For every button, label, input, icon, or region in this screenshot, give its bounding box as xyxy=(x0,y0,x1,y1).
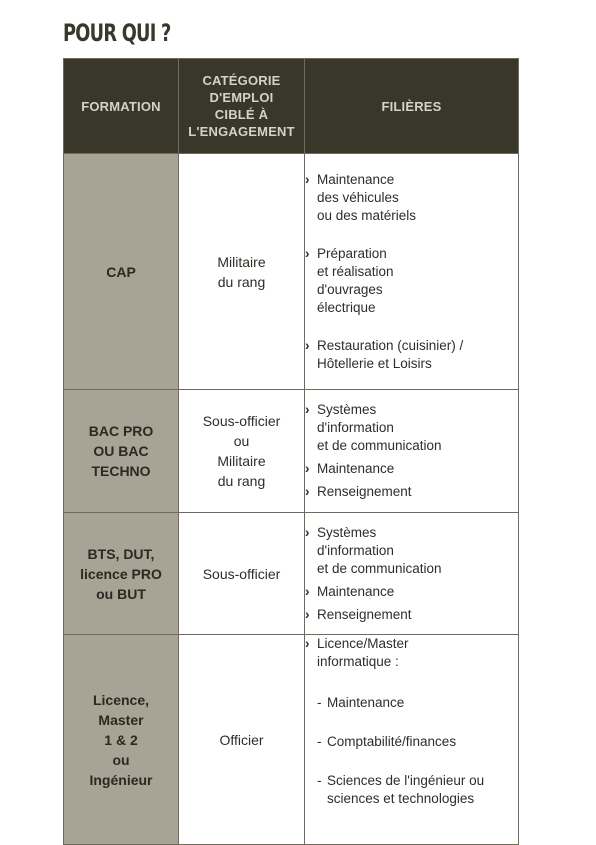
filiere-item: › Préparation et réalisation d'ouvrages électrique xyxy=(305,245,518,317)
table-row xyxy=(64,154,519,390)
header-formation: FORMATION xyxy=(64,59,179,154)
filieres-cell xyxy=(305,513,519,635)
category-label: Sous-officier ou Militaire du rang xyxy=(202,413,281,489)
filiere-intro: Licence/Master informatique : xyxy=(317,636,409,669)
table-row xyxy=(64,390,519,513)
filiere-item: › Restauration (cuisinier) / Hôtellerie et Loisirs xyxy=(305,337,518,373)
formation-cell xyxy=(64,154,179,390)
filieres-list xyxy=(305,401,518,501)
header-categorie-label: CATÉGORIE D'EMPLOI CIBLÉ À L'ENGAGEMENT xyxy=(188,73,295,139)
formation-cell xyxy=(64,390,179,513)
header-categorie xyxy=(179,59,305,154)
category-label: Sous-officier xyxy=(202,565,281,582)
filiere-item: › Maintenance des véhicules ou des matériels xyxy=(305,171,518,225)
category-cell xyxy=(179,513,305,635)
filiere-subitem: - Maintenance xyxy=(317,694,518,712)
category-label: Officier xyxy=(219,731,264,748)
category-cell xyxy=(179,635,305,845)
filieres-list xyxy=(305,524,518,624)
filiere-item: › Maintenance xyxy=(305,460,518,478)
formation-label: BTS, DUT, licence PRO ou BUT xyxy=(80,545,162,602)
formation-cell xyxy=(64,513,179,635)
filieres-cell xyxy=(305,635,519,845)
formation-label: Licence, Master 1 & 2 ou Ingénieur xyxy=(89,691,153,788)
table-row xyxy=(64,513,519,635)
header-filieres: FILIÈRES xyxy=(305,59,519,154)
formation-label: CAP xyxy=(106,263,136,280)
table-header-row xyxy=(64,59,519,154)
filieres-list xyxy=(305,171,518,373)
filiere-item xyxy=(305,635,518,844)
filieres-cell xyxy=(305,154,519,390)
filiere-item: › Renseignement xyxy=(305,606,518,624)
table-row xyxy=(64,635,519,845)
filiere-subitem: - Sciences de l'ingénieur ou sciences et technologies xyxy=(317,772,518,808)
filiere-item: › Systèmes d'information et de communication xyxy=(305,524,518,578)
formation-table xyxy=(63,58,519,845)
filiere-item: › Renseignement xyxy=(305,483,518,501)
category-cell xyxy=(179,154,305,390)
filiere-item: › Systèmes d'information et de communication xyxy=(305,401,518,455)
page-title: POUR QUI ? xyxy=(63,19,171,47)
filiere-subitem: - Comptabilité/finances xyxy=(317,733,518,751)
filiere-item: › Maintenance xyxy=(305,583,518,601)
formation-label: BAC PRO OU BAC TECHNO xyxy=(88,423,154,479)
category-label: Militaire du rang xyxy=(217,253,266,290)
formation-cell xyxy=(64,635,179,845)
filieres-list xyxy=(305,635,518,844)
filieres-cell xyxy=(305,390,519,513)
category-cell xyxy=(179,390,305,513)
filiere-sublist xyxy=(317,673,518,826)
